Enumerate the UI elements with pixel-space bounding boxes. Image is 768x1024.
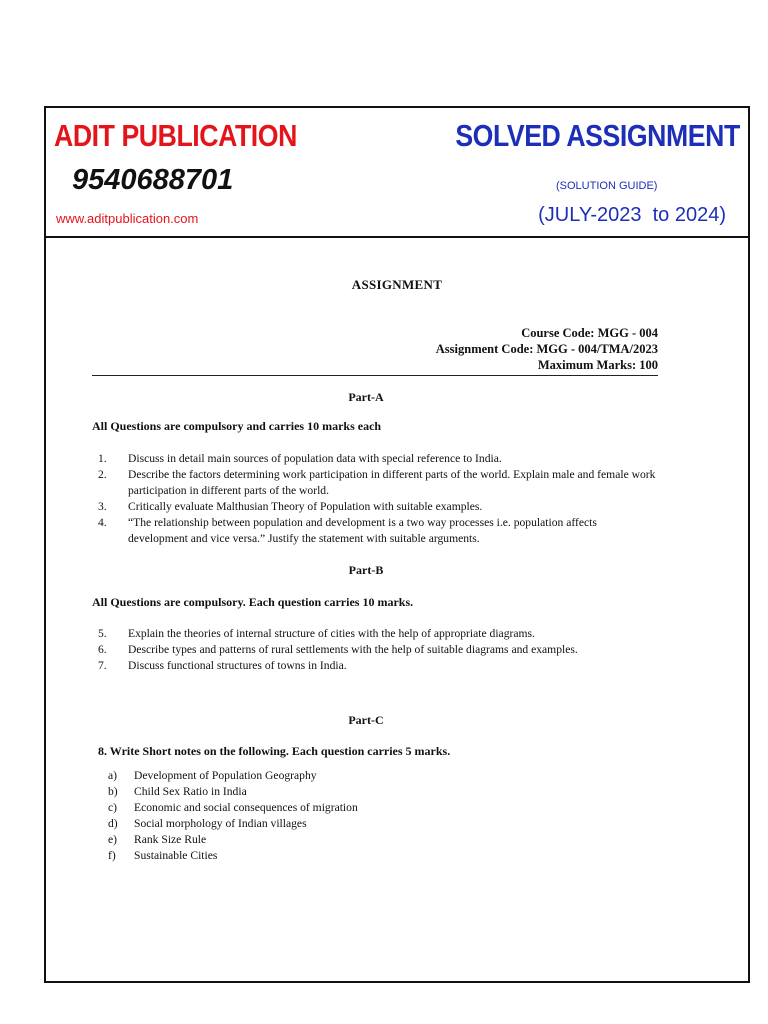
part-c-title: Part-C [348,713,384,727]
short-note-item: d) Social morphology of Indian villages [108,817,307,830]
part-b-title: Part-B [348,563,384,577]
part-c-items [108,768,358,864]
product-title: SOLVED ASSIGNMENT [455,118,740,153]
website-url: www.aditpublication.com [56,211,199,226]
part-a-title: Part-A [348,390,384,404]
question-item: 1. Discuss in detail main sources of population data with special reference to India. [98,452,502,465]
question-item: 5. Explain the theories of internal structure of cities with the help of appropriate diagrams. [98,627,535,640]
question-item: 3. Critically evaluate Malthusian Theory of Population with suitable examples. [98,500,483,513]
part-a-questions [98,451,658,547]
course-code: Course Code: MGG - 004 [521,326,658,340]
solution-guide-label: (SOLUTION GUIDE) [556,180,658,192]
part-b-instruction: All Questions are compulsory. Each question carries 10 marks. [92,595,414,609]
question-item: 4. “The relationship between population and development is a two way processes i.e. population affects development and vice versa.” Justify the statement with suitable arguments. [98,516,597,545]
short-note-item: e) Rank Size Rule [108,833,207,846]
question-item: 6. Describe types and patterns of rural settlements with the help of suitable diagrams and examples. [98,643,578,656]
question-item: 7. Discuss functional structures of towns in India. [98,659,347,672]
short-note-item: c) Economic and social consequences of migration [108,801,358,814]
maximum-marks: Maximum Marks: 100 [537,358,658,372]
part-a-instruction: All Questions are compulsory and carries 10 marks each [92,419,382,433]
publisher-header [46,108,748,238]
short-note-item: f) Sustainable Cities [108,849,218,862]
assignment-title: ASSIGNMENT [351,277,443,292]
question-item: 2. Describe the factors determining work participation in different parts of the world. Explain male and female work participation in different parts of the world. [98,468,656,497]
short-note-item: b) Child Sex Ratio in India [108,785,247,798]
phone-number: 9540688701 [72,164,234,196]
divider [92,375,658,376]
part-c-instruction: 8. Write Short notes on the following. Each question carries 5 marks. [98,744,451,758]
assignment-codes [436,325,658,373]
short-note-item: a) Development of Population Geography [108,769,317,782]
publisher-name: ADIT PUBLICATION [54,118,297,153]
assignment-code: Assignment Code: MGG - 004/TMA/2023 [435,342,658,356]
part-b-questions [98,626,658,674]
session-label: (JULY-2023 to 2024) [538,204,726,226]
document-frame [44,106,750,983]
